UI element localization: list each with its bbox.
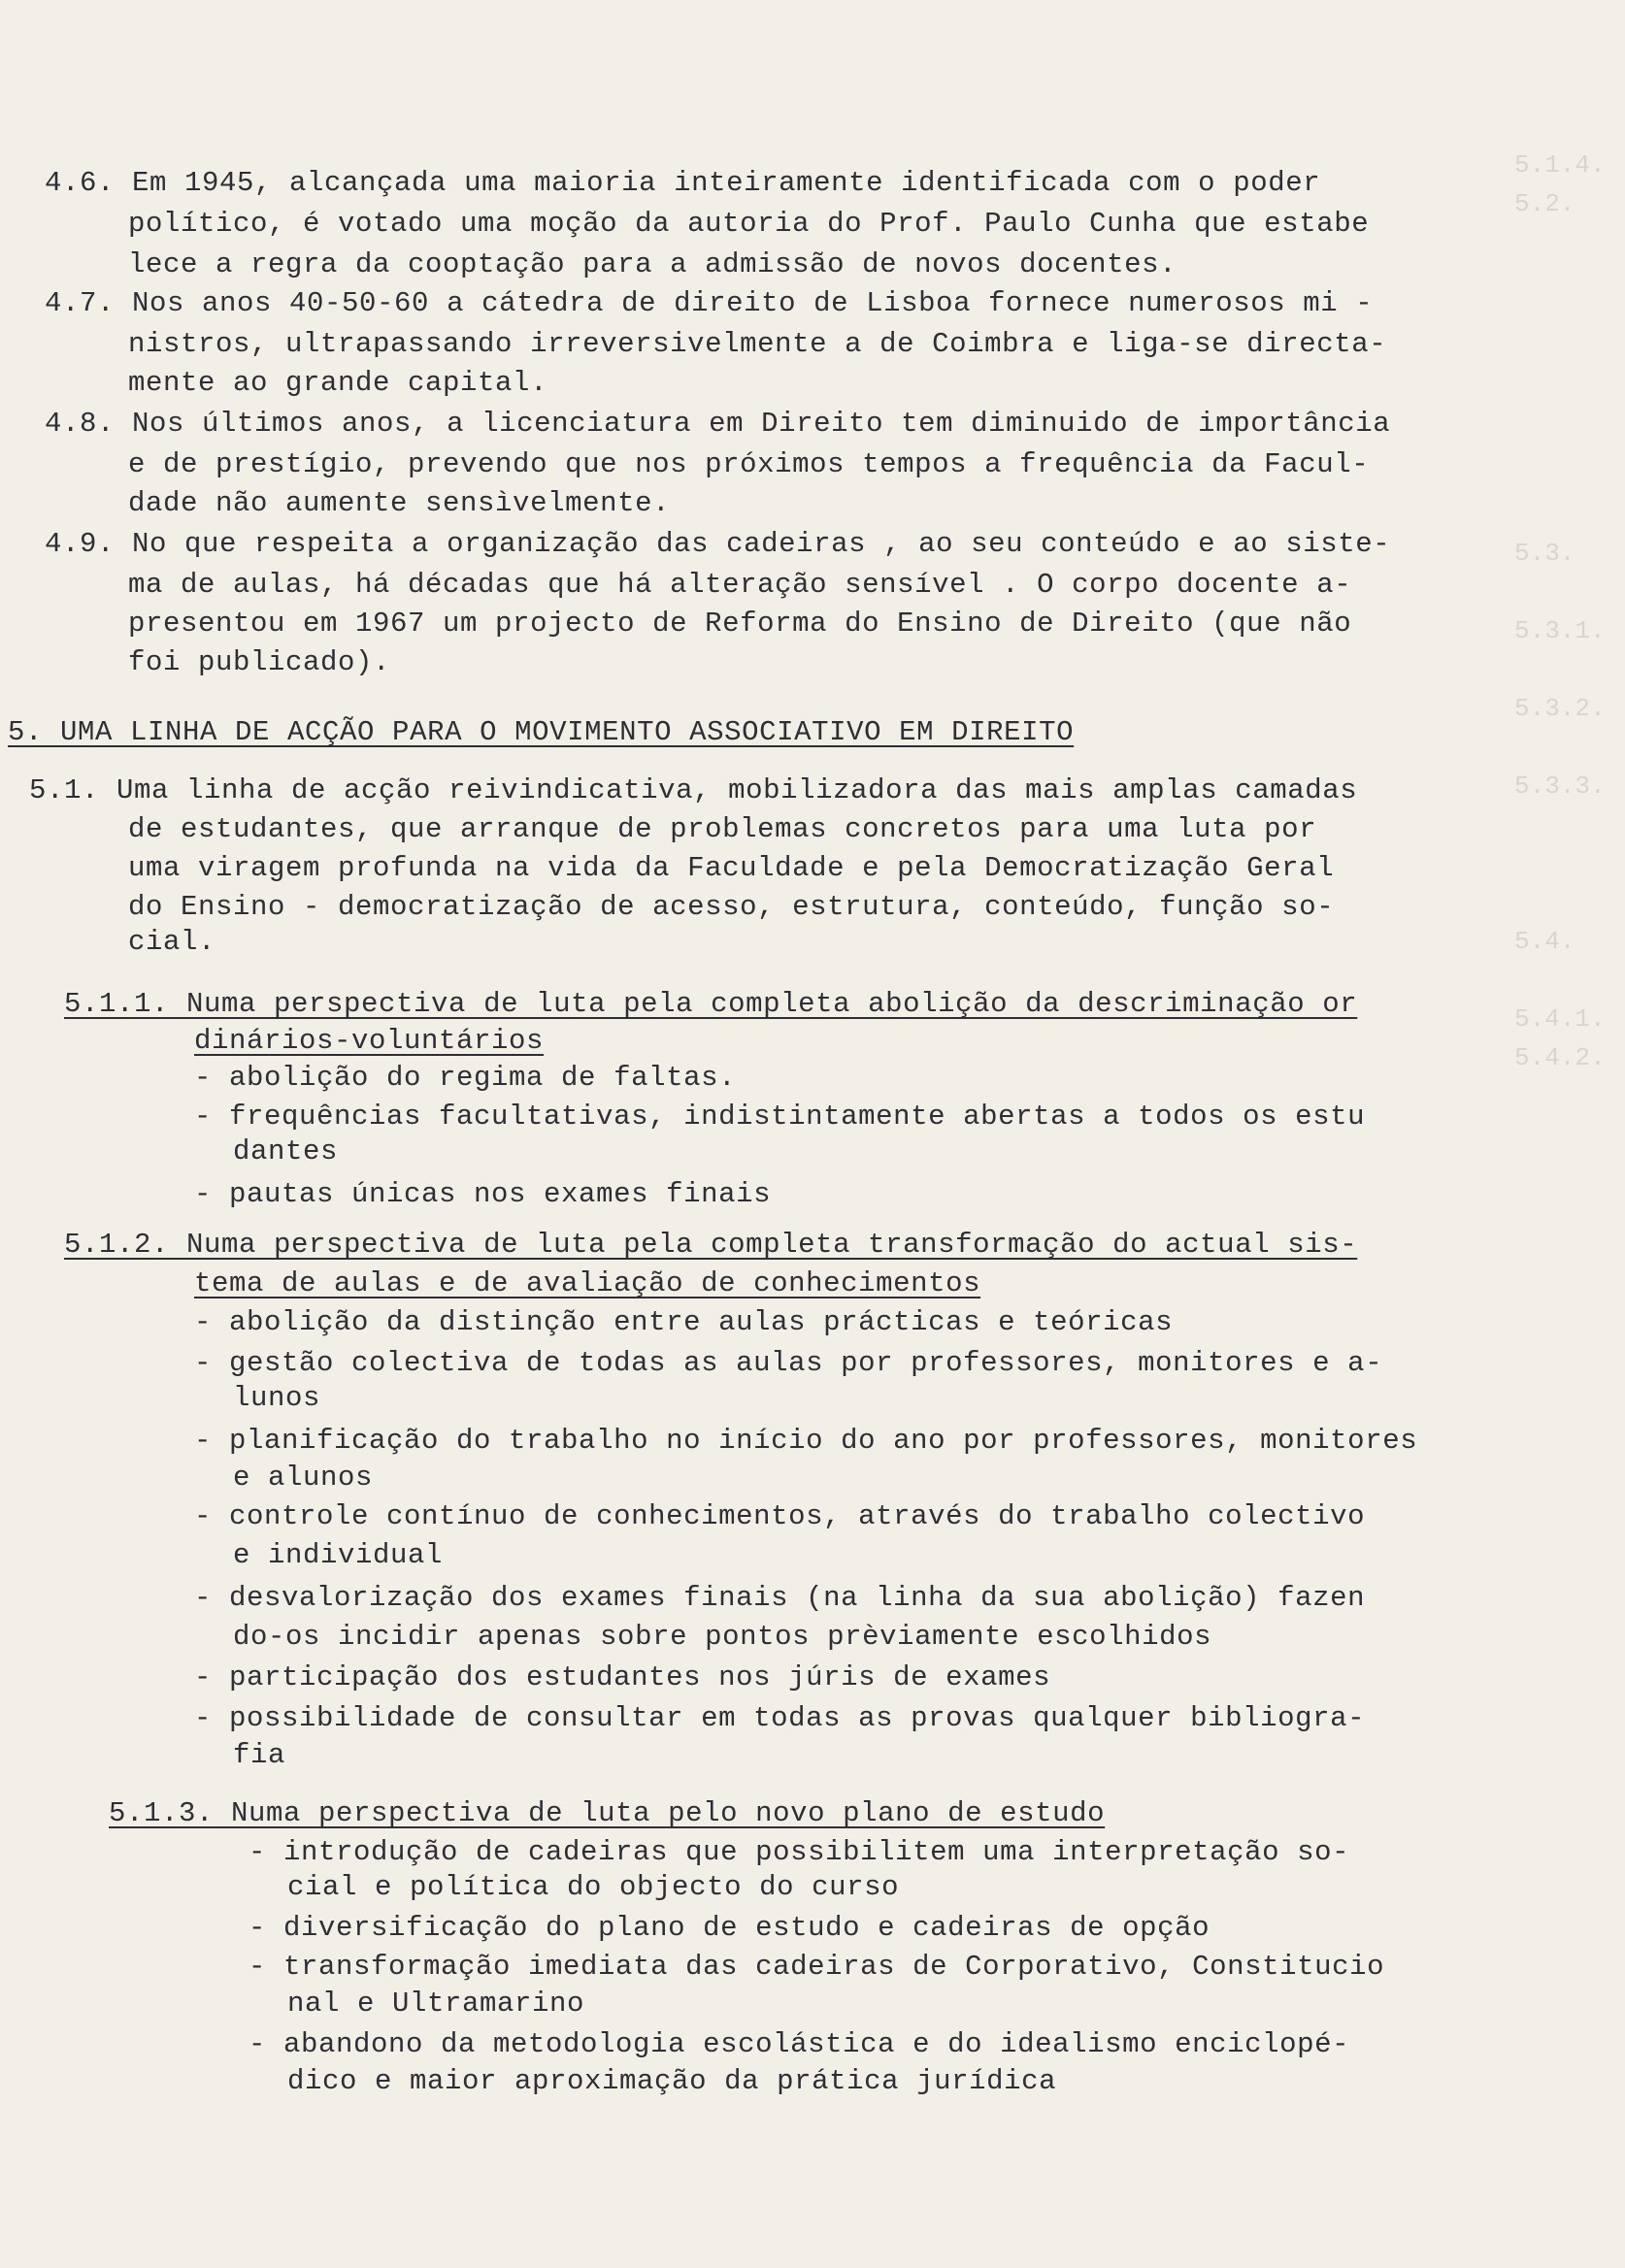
text-line: ma de aulas, há décadas que há alteração sensível . O corpo docente a-	[128, 569, 1352, 601]
subsection-heading: 5.1.3. Numa perspectiva de luta pelo novo plano de estudo	[109, 1797, 1106, 1829]
list-item: cial e política do objecto do curso	[287, 1871, 900, 1903]
text-line: nistros, ultrapassando irreversivelmente a de Coimbra e liga-se directa-	[128, 328, 1387, 360]
subsection-heading: 5.1.2. Numa perspectiva de luta pela completa transformação do actual sis-	[64, 1229, 1358, 1261]
list-item: lunos	[233, 1382, 321, 1414]
text-line: político, é votado uma moção da autoria do Prof. Paulo Cunha que estabe	[128, 208, 1370, 240]
text-line: foi publicado).	[128, 646, 391, 678]
text-line: de estudantes, que arranque de problemas concretos para uma luta por	[128, 813, 1317, 845]
list-item: - desvalorização dos exames finais (na linha da sua abolição) fazen	[194, 1582, 1366, 1614]
list-item: - transformação imediata das cadeiras de Corporativo, Constitucio	[249, 1951, 1385, 1983]
text-line: 4.6. Em 1945, alcançada uma maioria inteiramente identificada com o poder	[45, 167, 1321, 199]
section-heading: 5. UMA LINHA DE ACÇÃO PARA O MOVIMENTO ASSOCIATIVO EM DIREITO	[8, 716, 1075, 748]
list-item: dico e maior aproximação da prática jurídica	[287, 2065, 1057, 2097]
list-item: - abolição da distinção entre aulas prácticas e teóricas	[194, 1306, 1174, 1338]
text-line: 5.1. Uma linha de acção reivindicativa, mobilizadora das mais amplas camadas	[29, 774, 1358, 806]
text-line: dade não aumente sensìvelmente.	[128, 487, 671, 519]
list-item: dantes	[233, 1135, 339, 1167]
list-item: do-os incidir apenas sobre pontos prèviamente escolhidos	[233, 1621, 1212, 1653]
list-item: - abolição do regima de faltas.	[194, 1062, 737, 1094]
list-item: - controle contínuo de conhecimentos, através do trabalho colectivo	[194, 1500, 1366, 1532]
subsection-heading: dinários-voluntários	[194, 1025, 545, 1057]
list-item: - introdução de cadeiras que possibilitem uma interpretação so-	[249, 1836, 1350, 1868]
list-item: fia	[233, 1739, 286, 1771]
text-line: mente ao grande capital.	[128, 367, 548, 399]
text-line: uma viragem profunda na vida da Faculdade e pela Democratização Geral	[128, 852, 1335, 884]
list-item: - gestão colectiva de todas as aulas por professores, monitores e a-	[194, 1347, 1383, 1379]
text-line: 4.8. Nos últimos anos, a licenciatura em Direito tem diminuido de importância	[45, 408, 1391, 440]
text-line: e de prestígio, prevendo que nos próximos tempos a frequência da Facul-	[128, 448, 1370, 480]
text-line: lece a regra da cooptação para a admissão de novos docentes.	[128, 248, 1177, 280]
list-item: - diversificação do plano de estudo e cadeiras de opção	[249, 1912, 1210, 1944]
list-item: e individual	[233, 1539, 444, 1571]
list-item: nal e Ultramarino	[287, 1988, 585, 2020]
list-item: - abandono da metodologia escolástica e do idealismo enciclopé-	[249, 2028, 1350, 2060]
text-line: cial.	[128, 926, 216, 958]
list-item: - participação dos estudantes nos júris de exames	[194, 1661, 1051, 1693]
list-item: - pautas únicas nos exames finais	[194, 1178, 772, 1210]
show-through-text: 5.1.4. 5.2. 5.3. 5.3.1. 5.3.2. 5.3.3. 5.4. 5.4.1. 5.4.2.	[1514, 150, 1606, 1072]
text-line: presentou em 1967 um projecto de Reforma do Ensino de Direito (que não	[128, 608, 1352, 640]
list-item: - possibilidade de consultar em todas as provas qualquer bibliogra-	[194, 1702, 1366, 1734]
list-item: e alunos	[233, 1462, 374, 1494]
list-item: - frequências facultativas, indistintamente abertas a todos os estu	[194, 1101, 1366, 1133]
text-line: 4.7. Nos anos 40-50-60 a cátedra de direito de Lisboa fornece numerosos mi -	[45, 287, 1374, 319]
subsection-heading: tema de aulas e de avaliação de conhecimentos	[194, 1267, 981, 1299]
text-line: do Ensino - democratização de acesso, estrutura, conteúdo, função so-	[128, 891, 1335, 923]
text-line: 4.9. No que respeita a organização das cadeiras , ao seu conteúdo e ao siste-	[45, 528, 1391, 560]
subsection-heading: 5.1.1. Numa perspectiva de luta pela completa abolição da descriminação or	[64, 988, 1358, 1020]
list-item: - planificação do trabalho no início do ano por professores, monitores	[194, 1425, 1418, 1457]
